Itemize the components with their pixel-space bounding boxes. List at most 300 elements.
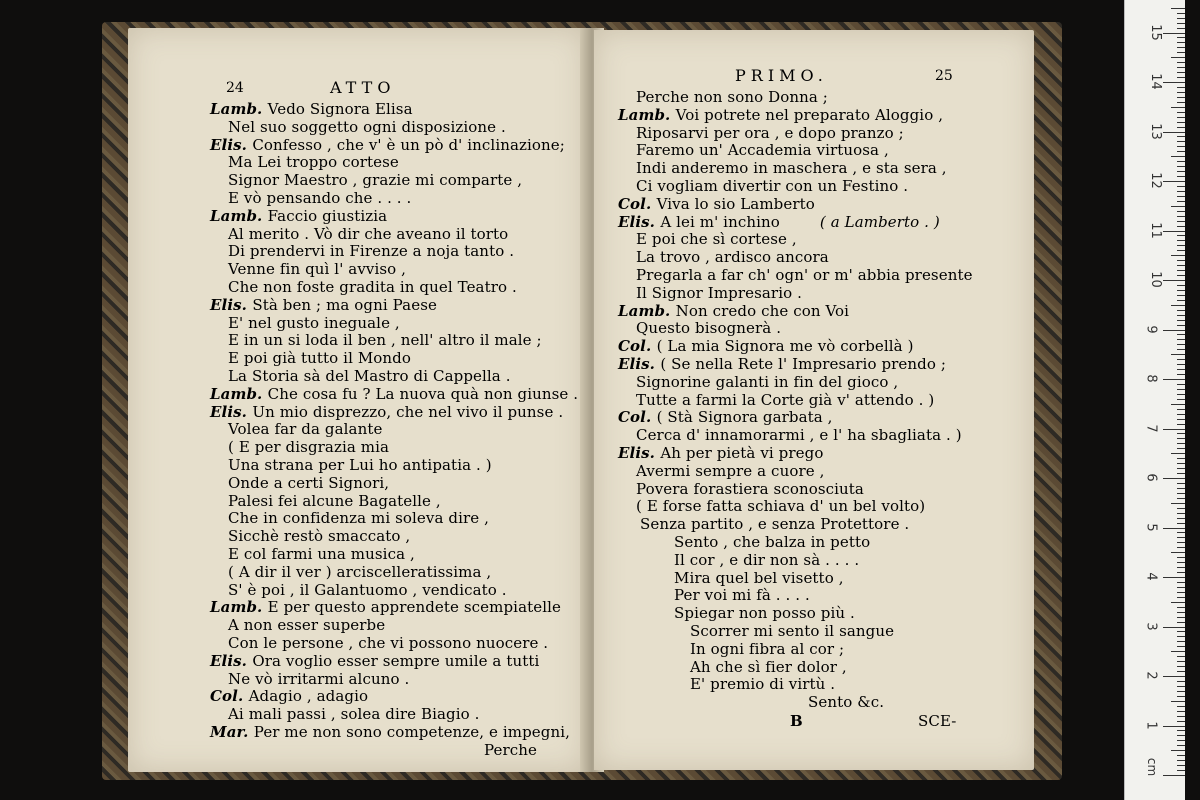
verse-text: Il cor , e dir non sà . . . .	[674, 550, 860, 569]
verse-text: Ci vogliam divertir con un Festino .	[636, 177, 909, 195]
ruler-tick	[1177, 13, 1185, 14]
text-line	[210, 207, 387, 225]
ruler-number: 3	[1143, 621, 1159, 631]
ruler-number: 8	[1143, 374, 1159, 383]
verse-text: Vedo Signora Elisa	[267, 100, 413, 118]
speaker-name: Elis.	[618, 212, 661, 231]
verse-text: Povera forastiera sconosciuta	[636, 479, 864, 498]
ruler-tick	[1177, 359, 1185, 360]
verse-text: S' è poi , il Galantuomo , vendicato .	[228, 580, 507, 599]
text-line	[636, 266, 973, 284]
ruler-tick	[1171, 107, 1185, 108]
ruler-tick	[1177, 92, 1185, 93]
text-line	[636, 480, 864, 498]
ruler-tick	[1177, 52, 1185, 53]
ruler-tick	[1177, 245, 1185, 246]
verse-text: Questo bisognerà .	[636, 319, 782, 338]
ruler-tick	[1177, 547, 1185, 548]
text-line	[228, 189, 411, 207]
verse-text: ( E forse fatta schiava d' un bel volto)	[636, 497, 926, 516]
verse-text: Al merito . Vò dir che aveano il torto	[228, 224, 509, 243]
text-line	[228, 563, 491, 581]
verse-text: Tutte a farmi la Corte già v' attendo . )	[636, 390, 935, 409]
ruler-tick	[1177, 433, 1185, 434]
ruler-tick	[1177, 166, 1185, 167]
ruler-tick	[1177, 186, 1185, 187]
measuring-ruler	[1124, 0, 1185, 800]
speaker-name: Elis.	[618, 355, 661, 373]
ruler-tick	[1177, 196, 1185, 197]
ruler-tick	[1177, 622, 1185, 623]
ruler-tick	[1177, 745, 1185, 746]
text-line	[618, 106, 943, 124]
ruler-tick	[1177, 592, 1185, 593]
ruler-number: 1	[1143, 720, 1159, 730]
ruler-tick	[1177, 97, 1185, 98]
ruler-tick	[1171, 404, 1185, 405]
text-line	[228, 225, 508, 243]
ruler-tick	[1177, 755, 1185, 756]
text-line	[618, 213, 940, 231]
ruler-tick	[1177, 488, 1185, 489]
text-line	[636, 391, 934, 409]
ruler-tick	[1177, 171, 1185, 172]
ruler-tick	[1171, 206, 1185, 207]
ruler-tick	[1177, 127, 1185, 128]
ruler-number: 12	[1147, 172, 1163, 189]
ruler-tick	[1171, 503, 1185, 504]
ruler-tick	[1177, 607, 1185, 608]
speaker-name: Col.	[618, 337, 657, 356]
ruler-tick	[1177, 641, 1185, 642]
ruler-number: 7	[1143, 423, 1159, 433]
verse-text: Indi anderemo in maschera , e sta sera ,	[636, 159, 947, 178]
right-page-number: 25	[935, 68, 953, 84]
verse-text: Ora voglio esser sempre umile a tutti	[252, 651, 540, 670]
ruler-tick	[1177, 691, 1185, 692]
verse-text: E per questo apprendete scempiatelle	[267, 598, 561, 617]
ruler-tick	[1177, 721, 1185, 722]
speaker-name: Elis.	[210, 651, 253, 670]
ruler-number: 15	[1147, 23, 1163, 41]
ruler-tick	[1163, 429, 1185, 430]
speaker-name: Elis.	[210, 402, 253, 421]
text-line	[228, 349, 411, 367]
ruler-number: 11	[1147, 221, 1163, 239]
text-line	[228, 420, 382, 438]
ruler-tick	[1177, 211, 1185, 212]
ruler-tick	[1177, 537, 1185, 538]
ruler-number: 9	[1143, 324, 1159, 334]
ruler-tick	[1163, 132, 1185, 133]
ruler-tick	[1177, 532, 1185, 533]
verse-text: Scorrer mi sento il sangue	[690, 622, 895, 640]
ruler-number: 4	[1143, 572, 1159, 581]
verse-text: Ai mali passi , solea dire Biagio .	[228, 705, 480, 724]
verse-text: Il Signor Impresario .	[636, 283, 802, 302]
left-page-number: 24	[226, 80, 244, 96]
ruler-tick	[1177, 315, 1185, 316]
ruler-number: 14	[1147, 73, 1163, 90]
ruler-tick	[1177, 666, 1185, 667]
text-line	[636, 497, 925, 515]
ruler-tick	[1177, 597, 1185, 598]
ruler-number: 2	[1143, 671, 1159, 680]
ruler-tick	[1177, 339, 1185, 340]
ruler-tick	[1177, 612, 1185, 613]
ruler-tick	[1177, 325, 1185, 326]
ruler-tick	[1177, 334, 1185, 335]
text-line	[636, 248, 829, 266]
text-line	[636, 141, 889, 159]
text-line	[636, 88, 828, 106]
ruler-tick	[1177, 374, 1185, 375]
ruler-tick	[1177, 285, 1185, 286]
ruler-tick	[1177, 389, 1185, 390]
text-line	[228, 314, 400, 332]
text-line	[228, 670, 409, 688]
verse-text: La trovo , ardisco ancora	[636, 248, 829, 267]
ruler-tick	[1163, 280, 1185, 281]
verse-text: Una strana per Lui ho antipatia . )	[228, 456, 492, 474]
text-line	[228, 456, 492, 474]
ruler-tick	[1177, 448, 1185, 449]
ruler-tick	[1177, 770, 1185, 771]
verse-text: Per me non sono competenze, e impegni,	[253, 723, 570, 741]
ruler-tick	[1177, 270, 1185, 271]
speaker-name: Col.	[618, 408, 657, 427]
text-line	[210, 723, 570, 741]
ruler-tick	[1177, 473, 1185, 474]
verse-text: Perche non sono Donna ;	[636, 88, 828, 106]
catchword: SCE-	[918, 712, 957, 730]
verse-text: A non esser superbe	[228, 616, 386, 635]
ruler-tick	[1177, 765, 1185, 766]
verse-text: Onde a certi Signori,	[228, 473, 390, 492]
verse-text: E' premio di virtù .	[690, 675, 836, 694]
speaker-name: Col.	[210, 687, 249, 706]
ruler-tick	[1163, 726, 1185, 727]
ruler-tick	[1163, 775, 1185, 776]
verse-text: ( Stà Signora garbata ,	[656, 408, 833, 427]
verse-text: Pregarla a far ch' ogn' or m' abbia presente	[636, 266, 973, 284]
ruler-tick	[1177, 671, 1185, 672]
ruler-tick	[1177, 572, 1185, 573]
speaker-name: Lamb.	[618, 301, 676, 320]
ruler-tick	[1177, 369, 1185, 370]
ruler-tick	[1177, 567, 1185, 568]
verse-text: Che cosa fu ? La nuova quà non giunse .	[267, 384, 579, 403]
ruler-tick	[1171, 701, 1185, 702]
speaker-name: Elis.	[618, 444, 661, 462]
ruler-tick	[1171, 453, 1185, 454]
ruler-tick	[1177, 562, 1185, 563]
verse-text: Che in confidenza mi soleva dire ,	[228, 509, 489, 528]
ruler-tick	[1177, 176, 1185, 177]
verse-text: Di prendervi in Firenze a noja tanto .	[228, 242, 515, 261]
ruler-tick	[1177, 557, 1185, 558]
ruler-tick	[1177, 468, 1185, 469]
text-line	[674, 569, 844, 587]
text-line	[640, 515, 909, 533]
ruler-tick	[1163, 181, 1185, 182]
ruler-unit-label: cm	[1145, 757, 1160, 777]
verse-text: E poi che sì cortese ,	[636, 230, 797, 249]
ruler-tick	[1177, 201, 1185, 202]
verse-text: Riposarvi per ora , e dopo pranzo ;	[636, 123, 904, 142]
ruler-tick	[1177, 221, 1185, 222]
verse-text: Faremo un' Accademia virtuosa ,	[636, 141, 889, 160]
ruler-tick	[1163, 577, 1185, 578]
speaker-name: Elis.	[210, 135, 253, 154]
ruler-tick	[1177, 740, 1185, 741]
ruler-tick	[1171, 305, 1185, 306]
ruler-tick	[1163, 478, 1185, 479]
right-running-head: PRIMO.	[735, 66, 828, 85]
ruler-tick	[1177, 735, 1185, 736]
ruler-tick	[1177, 141, 1185, 142]
verse-text: Ah che sì fier dolor ,	[690, 657, 847, 676]
text-line	[618, 444, 823, 462]
ruler-tick	[1177, 42, 1185, 43]
verse-text: Palesi fei alcune Bagatelle ,	[228, 491, 441, 510]
text-line	[618, 408, 833, 426]
ruler-tick	[1177, 646, 1185, 647]
ruler-tick	[1177, 260, 1185, 261]
ruler-tick	[1177, 87, 1185, 88]
ruler-tick	[1177, 161, 1185, 162]
ruler-tick	[1177, 424, 1185, 425]
text-line	[690, 640, 844, 658]
ruler-tick	[1171, 255, 1185, 256]
text-line	[228, 545, 415, 563]
ruler-tick	[1177, 458, 1185, 459]
ruler-tick	[1177, 686, 1185, 687]
ruler-tick	[1177, 711, 1185, 712]
ruler-tick	[1177, 72, 1185, 73]
verse-text: Ne vò irritarmi alcuno .	[228, 669, 410, 688]
ruler-tick	[1163, 528, 1185, 529]
verse-text: Per voi mi fà . . . .	[674, 586, 810, 605]
ruler-tick	[1163, 379, 1185, 380]
ruler-tick	[1171, 156, 1185, 157]
verse-text: Signor Maestro , grazie mi comparte ,	[228, 171, 523, 190]
text-line	[228, 153, 399, 171]
ruler-number: 5	[1143, 522, 1159, 532]
stage-direction: ( a Lamberto . )	[819, 212, 940, 231]
ruler-tick	[1177, 122, 1185, 123]
text-line	[228, 509, 489, 527]
signature-mark: B	[790, 712, 803, 730]
ruler-tick	[1177, 67, 1185, 68]
ruler-tick	[1177, 310, 1185, 311]
ruler-tick	[1177, 62, 1185, 63]
ruler-tick	[1177, 344, 1185, 345]
ruler-tick	[1177, 498, 1185, 499]
ruler-tick	[1177, 28, 1185, 29]
ruler-tick	[1177, 631, 1185, 632]
text-line	[228, 260, 406, 278]
text-line	[636, 462, 824, 480]
verse-text: Venne fin quì l' avviso ,	[228, 260, 407, 279]
ruler-tick	[1171, 354, 1185, 355]
ruler-tick	[1163, 330, 1185, 331]
verse-text: Mira quel bel visetto ,	[674, 568, 844, 587]
ruler-tick	[1177, 587, 1185, 588]
verse-text: ( Se nella Rete l' Impresario prendo ;	[660, 355, 947, 373]
verse-text: Avermi sempre a cuore ,	[636, 461, 825, 480]
ruler-tick	[1177, 226, 1185, 227]
verse-text: La Storia sà del Mastro di Cappella .	[228, 367, 511, 385]
ruler-tick	[1177, 493, 1185, 494]
ruler-tick	[1177, 250, 1185, 251]
ruler-tick	[1177, 414, 1185, 415]
ruler-tick	[1177, 216, 1185, 217]
text-line	[636, 426, 962, 444]
text-line	[690, 622, 894, 640]
ruler-tick	[1171, 552, 1185, 553]
text-line	[636, 373, 898, 391]
text-line	[484, 741, 537, 759]
ruler-tick	[1177, 290, 1185, 291]
ruler-tick	[1177, 508, 1185, 509]
verse-text: Confesso , che v' è un pò d' inclinazione;	[252, 135, 565, 154]
text-line	[228, 616, 385, 634]
text-line	[228, 171, 522, 189]
verse-text: E poi già tutto il Mondo	[228, 349, 412, 368]
ruler-tick	[1171, 750, 1185, 751]
ruler-tick	[1177, 349, 1185, 350]
text-line	[636, 159, 947, 177]
ruler-tick	[1163, 33, 1185, 34]
ruler-tick	[1177, 320, 1185, 321]
text-line	[618, 195, 815, 213]
verse-text: E col farmi una musica ,	[228, 545, 415, 563]
ruler-tick	[1163, 231, 1185, 232]
text-line	[228, 634, 548, 652]
verse-text: Sicchè restò smaccato ,	[228, 527, 411, 546]
speaker-name: Elis.	[210, 295, 253, 314]
ruler-tick	[1177, 661, 1185, 662]
text-line	[210, 100, 413, 118]
ruler-tick	[1177, 18, 1185, 19]
ruler-tick	[1177, 696, 1185, 697]
verse-text: Faccio giustizia	[267, 206, 388, 225]
ruler-tick	[1163, 82, 1185, 83]
ruler-number: 6	[1143, 473, 1159, 482]
text-line	[636, 230, 797, 248]
verse-text: A lei m' inchino	[660, 212, 780, 231]
ruler-tick	[1177, 617, 1185, 618]
ruler-tick	[1177, 23, 1185, 24]
verse-text: ( A dir il ver ) arciscelleratissima ,	[228, 562, 492, 581]
verse-text: Sento , che balza in petto	[674, 533, 871, 551]
text-line	[228, 527, 410, 545]
text-line	[674, 604, 855, 622]
ruler-tick	[1177, 518, 1185, 519]
ruler-tick	[1177, 384, 1185, 385]
verse-text: Non credo che con Voi	[675, 301, 850, 320]
ruler-tick	[1177, 443, 1185, 444]
ruler-tick	[1177, 275, 1185, 276]
ruler-tick	[1177, 409, 1185, 410]
ruler-tick	[1177, 730, 1185, 731]
ruler-tick	[1163, 627, 1185, 628]
ruler-tick	[1177, 463, 1185, 464]
verse-text: Stà ben ; ma ogni Paese	[252, 295, 437, 314]
text-line	[210, 296, 437, 314]
verse-text: Perche	[484, 740, 538, 759]
ruler-tick	[1177, 151, 1185, 152]
verse-text: Nel suo soggetto ogni disposizione .	[228, 117, 506, 136]
verse-text: Che non foste gradita in quel Teatro .	[228, 278, 517, 296]
ruler-tick	[1177, 191, 1185, 192]
ruler-tick	[1177, 295, 1185, 296]
text-line	[228, 492, 441, 510]
text-line	[690, 675, 835, 693]
ruler-tick	[1177, 706, 1185, 707]
speaker-name: Lamb.	[210, 100, 268, 118]
ruler-tick	[1177, 523, 1185, 524]
verse-text: Cerca d' innamorarmi , e l' ha sbagliata . )	[636, 426, 962, 445]
left-running-head: ATTO	[330, 78, 396, 97]
verse-text: E' nel gusto ineguale ,	[228, 313, 400, 332]
ruler-tick	[1177, 240, 1185, 241]
ruler-tick	[1177, 37, 1185, 38]
ruler-tick	[1177, 364, 1185, 365]
ruler-tick	[1177, 399, 1185, 400]
text-line	[228, 438, 389, 456]
ruler-tick	[1177, 582, 1185, 583]
text-line	[636, 177, 908, 195]
text-line	[636, 124, 904, 142]
text-line	[210, 136, 565, 154]
ruler-tick	[1171, 602, 1185, 603]
verse-text: Ma Lei troppo cortese	[228, 153, 399, 172]
ruler-tick	[1177, 513, 1185, 514]
ruler-tick	[1177, 760, 1185, 761]
text-line	[618, 337, 914, 355]
speaker-name: Lamb.	[618, 105, 676, 124]
text-line	[210, 687, 368, 705]
verse-text: ( E per disgrazia mia	[228, 438, 390, 457]
verse-text: Viva lo sio Lamberto	[656, 194, 815, 213]
verse-text: Voi potrete nel preparato Aloggio ,	[675, 105, 944, 124]
ruler-tick	[1177, 136, 1185, 137]
ruler-tick	[1177, 419, 1185, 420]
text-line	[228, 367, 511, 385]
ruler-tick	[1177, 636, 1185, 637]
speaker-name: Mar.	[210, 723, 254, 741]
ruler-tick	[1177, 438, 1185, 439]
ruler-tick	[1177, 656, 1185, 657]
speaker-name: Lamb.	[210, 598, 268, 617]
verse-text: Un mio disprezzo, che nel vivo il punse .	[252, 402, 564, 421]
verse-text: ( La mia Signora me vò corbellà )	[656, 337, 914, 356]
text-line	[210, 385, 578, 403]
ruler-tick	[1177, 681, 1185, 682]
verse-text: Volea far da galante	[228, 420, 383, 439]
ruler-tick	[1163, 676, 1185, 677]
text-line	[636, 319, 781, 337]
verse-text: In ogni fibra al cor ;	[690, 639, 845, 658]
text-line	[228, 474, 389, 492]
ruler-tick	[1177, 146, 1185, 147]
ruler-tick	[1177, 394, 1185, 395]
ruler-number: 13	[1147, 122, 1163, 140]
ruler-tick	[1177, 300, 1185, 301]
verse-text: Adagio , adagio	[248, 687, 369, 706]
